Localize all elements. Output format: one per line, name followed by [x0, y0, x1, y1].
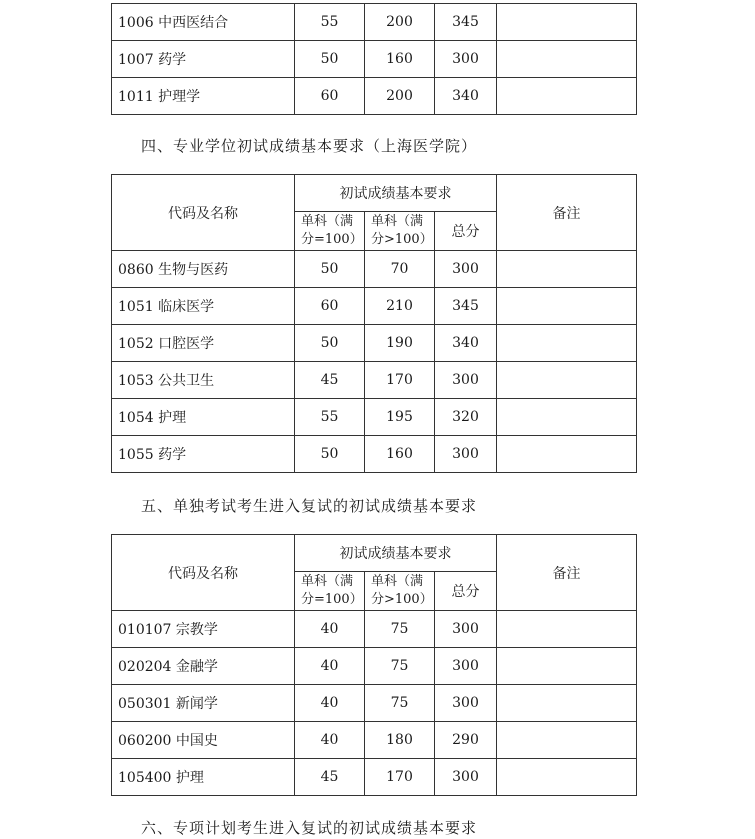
table-header-row: [112, 175, 637, 212]
table-row: [112, 288, 637, 325]
score-single-over-100: 200: [365, 4, 435, 41]
header-score-group: 初试成绩基本要求: [295, 175, 497, 212]
notes-cell: [497, 362, 637, 399]
score-single-over-100: 160: [365, 41, 435, 78]
header-single-over-100: 单科（满分>100）: [365, 212, 435, 251]
score-total: 340: [435, 325, 497, 362]
header-score-group: 初试成绩基本要求: [295, 535, 497, 572]
table-professional-degree: [111, 174, 637, 473]
score-single-100: 55: [295, 399, 365, 436]
notes-cell: [497, 759, 637, 796]
score-single-over-100: 75: [365, 648, 435, 685]
score-single-over-100: 190: [365, 325, 435, 362]
score-single-100: 50: [295, 41, 365, 78]
table-row: [112, 251, 637, 288]
section-heading-special-plan: 六、专项计划考生进入复试的初试成绩基本要求: [141, 819, 478, 837]
notes-cell: [497, 648, 637, 685]
score-total: 320: [435, 399, 497, 436]
program-name: 1055 药学: [112, 436, 295, 473]
table-independent-exam: [111, 534, 637, 796]
header-total: 总分: [435, 212, 497, 251]
table-row: [112, 685, 637, 722]
table-row: [112, 78, 637, 115]
score-single-100: 50: [295, 251, 365, 288]
score-total: 345: [435, 288, 497, 325]
score-single-over-100: 180: [365, 722, 435, 759]
score-single-over-100: 195: [365, 399, 435, 436]
score-total: 300: [435, 759, 497, 796]
table-row: [112, 4, 637, 41]
score-total: 340: [435, 78, 497, 115]
score-single-100: 40: [295, 611, 365, 648]
header-code-name: 代码及名称: [112, 175, 295, 251]
score-total: 300: [435, 648, 497, 685]
score-total: 300: [435, 685, 497, 722]
score-single-100: 45: [295, 759, 365, 796]
table-academic-continued: [111, 3, 637, 115]
notes-cell: [497, 41, 637, 78]
score-total: 300: [435, 362, 497, 399]
score-single-over-100: 210: [365, 288, 435, 325]
notes-cell: [497, 436, 637, 473]
notes-cell: [497, 288, 637, 325]
score-single-100: 40: [295, 648, 365, 685]
program-name: 1011 护理学: [112, 78, 295, 115]
score-single-100: 60: [295, 78, 365, 115]
score-single-100: 55: [295, 4, 365, 41]
score-single-over-100: 200: [365, 78, 435, 115]
program-name: 050301 新闻学: [112, 685, 295, 722]
header-total: 总分: [435, 572, 497, 611]
score-total: 290: [435, 722, 497, 759]
program-name: 105400 护理: [112, 759, 295, 796]
program-name: 1051 临床医学: [112, 288, 295, 325]
score-single-over-100: 70: [365, 251, 435, 288]
section-heading-professional-degree: 四、专业学位初试成绩基本要求（上海医学院）: [141, 137, 478, 155]
notes-cell: [497, 722, 637, 759]
notes-cell: [497, 399, 637, 436]
program-name: 060200 中国史: [112, 722, 295, 759]
notes-cell: [497, 251, 637, 288]
score-total: 300: [435, 251, 497, 288]
program-name: 1007 药学: [112, 41, 295, 78]
table-row: [112, 648, 637, 685]
table-row: [112, 611, 637, 648]
score-single-100: 40: [295, 722, 365, 759]
header-single-100: 单科（满分=100）: [295, 212, 365, 251]
score-single-100: 60: [295, 288, 365, 325]
notes-cell: [497, 685, 637, 722]
header-single-over-100: 单科（满分>100）: [365, 572, 435, 611]
table-row: [112, 759, 637, 796]
table-row: [112, 722, 637, 759]
score-single-over-100: 75: [365, 611, 435, 648]
score-single-100: 45: [295, 362, 365, 399]
notes-cell: [497, 325, 637, 362]
score-total: 300: [435, 436, 497, 473]
notes-cell: [497, 4, 637, 41]
program-name: 1053 公共卫生: [112, 362, 295, 399]
header-code-name: 代码及名称: [112, 535, 295, 611]
section-heading-independent-exam: 五、单独考试考生进入复试的初试成绩基本要求: [141, 497, 478, 515]
score-total: 300: [435, 41, 497, 78]
score-single-100: 50: [295, 436, 365, 473]
score-single-over-100: 170: [365, 362, 435, 399]
program-name: 1052 口腔医学: [112, 325, 295, 362]
score-total: 300: [435, 611, 497, 648]
program-name: 1054 护理: [112, 399, 295, 436]
score-total: 345: [435, 4, 497, 41]
table-row: [112, 362, 637, 399]
score-single-100: 50: [295, 325, 365, 362]
header-single-100: 单科（满分=100）: [295, 572, 365, 611]
score-single-over-100: 75: [365, 685, 435, 722]
program-name: 0860 生物与医药: [112, 251, 295, 288]
notes-cell: [497, 611, 637, 648]
program-name: 020204 金融学: [112, 648, 295, 685]
score-single-100: 40: [295, 685, 365, 722]
table-header-row: [112, 535, 637, 572]
table-row: [112, 325, 637, 362]
table-row: [112, 399, 637, 436]
header-notes: 备注: [497, 175, 637, 251]
score-single-over-100: 170: [365, 759, 435, 796]
program-name: 1006 中西医结合: [112, 4, 295, 41]
notes-cell: [497, 78, 637, 115]
header-notes: 备注: [497, 535, 637, 611]
program-name: 010107 宗教学: [112, 611, 295, 648]
table-row: [112, 41, 637, 78]
table-row: [112, 436, 637, 473]
score-single-over-100: 160: [365, 436, 435, 473]
